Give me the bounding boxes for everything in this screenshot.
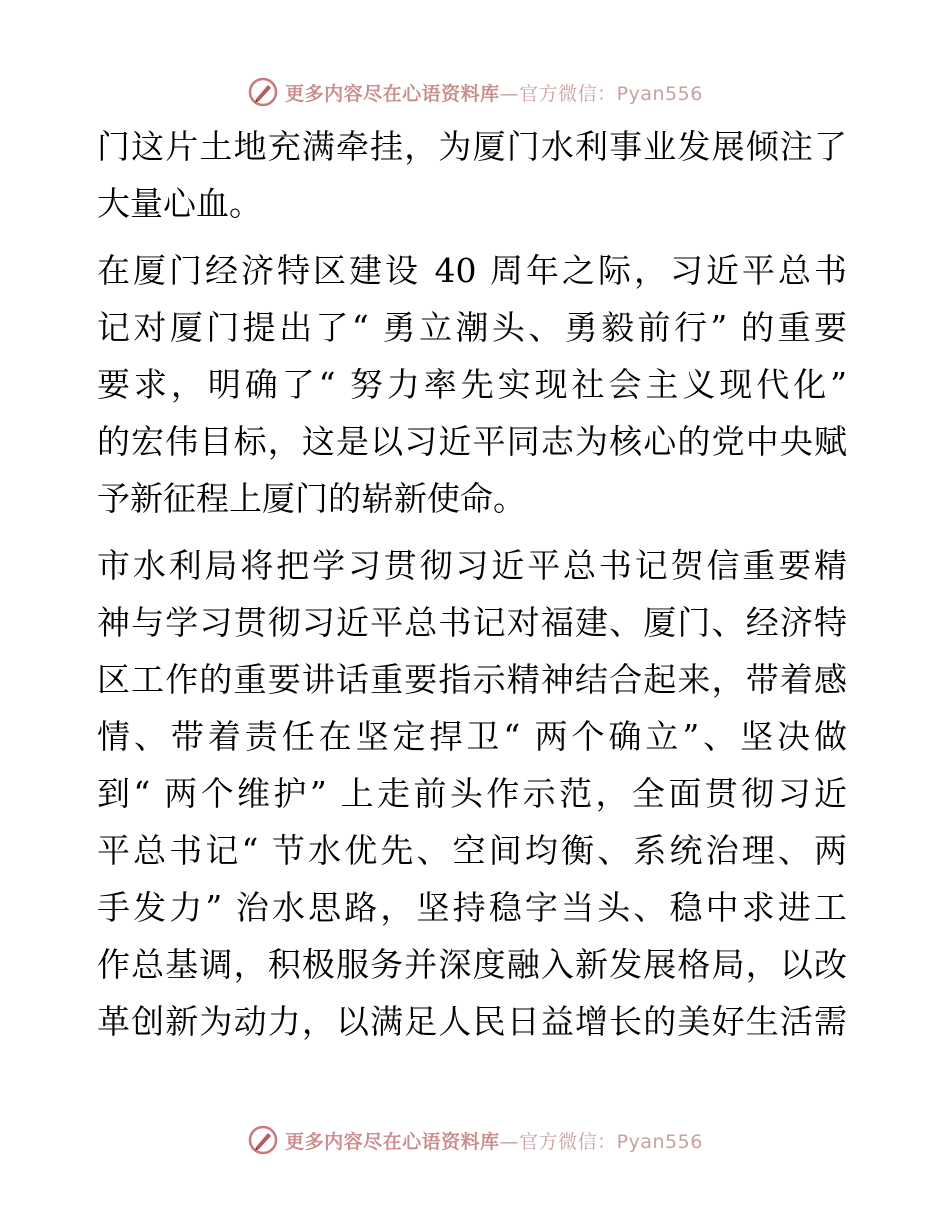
text-line: 大量心血。: [97, 184, 262, 223]
text-line: 情、带着责任在坚定捍卫“ 两个确立”、坚决做: [97, 717, 847, 756]
paragraph-2: [97, 242, 847, 527]
document-body: [97, 118, 847, 1050]
text-line: 记对厦门提出了“ 勇立潮头、勇毅前行” 的重要: [97, 308, 847, 347]
text-line: 手发力” 治水思路，坚持稳字当头、稳中求进工: [97, 888, 847, 927]
footer-banner-main: 更多内容尽在心语资料库: [285, 1130, 500, 1153]
footer-watermark-banner: [0, 1120, 950, 1160]
text-line: 平总书记“ 节水优先、空间均衡、系统治理、两: [97, 831, 847, 870]
text-line: 神与学习贯彻习近平总书记对福建、厦门、经济特: [97, 603, 847, 642]
pen-logo-icon: [247, 1124, 279, 1156]
text-line: 予新征程上厦门的崭新使命。: [97, 479, 526, 518]
footer-banner-text: [285, 1127, 703, 1154]
footer-banner-rest: —官方微信：Pyan556: [499, 1130, 703, 1153]
text-line: 市水利局将把学习贯彻习近平总书记贺信重要精: [97, 546, 847, 585]
paragraph-3: [97, 537, 847, 1050]
header-banner-rest: —官方微信：Pyan556: [499, 82, 703, 105]
header-banner-text: [285, 79, 703, 106]
text-line: 区工作的重要讲话重要指示精神结合起来，带着感: [97, 660, 847, 699]
text-line: 革创新为动力，以满足人民日益增长的美好生活需: [97, 1002, 847, 1041]
text-line: 门这片土地充满牵挂，为厦门水利事业发展倾注了: [97, 127, 847, 166]
text-line: 要求，明确了“ 努力率先实现社会主义现代化”: [97, 365, 847, 404]
text-line: 到“ 两个维护” 上走前头作示范，全面贯彻习近: [97, 774, 847, 813]
text-line: 作总基调，积极服务并深度融入新发展格局，以改: [97, 945, 847, 984]
pen-logo-icon: [247, 76, 279, 108]
paragraph-1: [97, 118, 847, 232]
text-line: 的宏伟目标，这是以习近平同志为核心的党中央赋: [97, 422, 847, 461]
text-line: 在厦门经济特区建设 40 周年之际，习近平总书: [97, 251, 847, 290]
header-banner-main: 更多内容尽在心语资料库: [285, 82, 500, 105]
header-watermark-banner: [0, 72, 950, 112]
